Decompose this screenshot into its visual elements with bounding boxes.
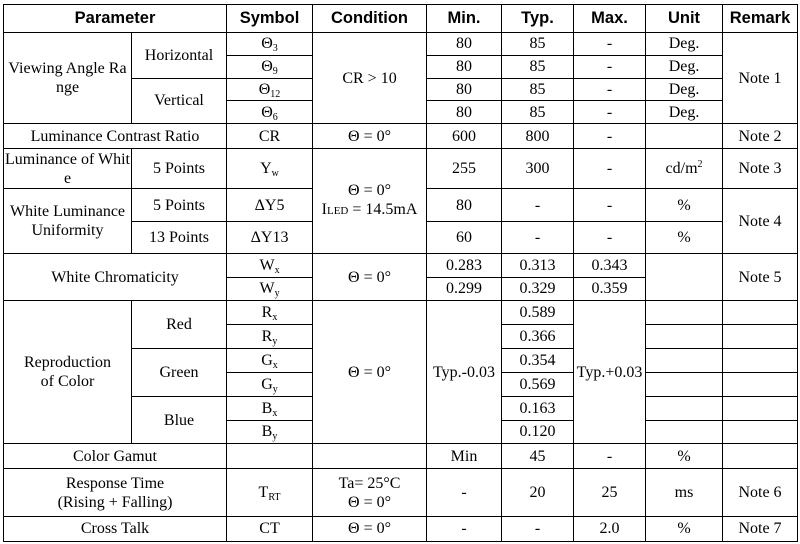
min-cell: 255 — [427, 149, 502, 189]
max-cell: - — [574, 221, 646, 253]
reproduction-parameter: Reproduction of Color — [4, 301, 132, 444]
unit-cell: % — [646, 444, 723, 469]
typ-cell: 0.589 — [502, 301, 574, 325]
typ-cell: 45 — [502, 444, 574, 469]
viewing-angle-vertical: Vertical — [132, 78, 227, 124]
min-cell: 80 — [427, 55, 502, 78]
symbol-cell: $B_x$ — [227, 396, 313, 420]
unit-cell: Deg. — [646, 55, 723, 78]
typ-cell: 20 — [502, 469, 574, 517]
symbol-cell: CT — [227, 516, 313, 541]
table-row — [4, 32, 798, 55]
specification-table — [3, 4, 798, 542]
max-cell: 2.0 — [574, 516, 646, 541]
remark-cell — [723, 349, 798, 373]
unit-cell — [646, 124, 723, 149]
unit-cell — [646, 372, 723, 396]
symbol-cell: $\Theta_9$ — [227, 55, 313, 78]
table-row — [4, 253, 798, 277]
remark-cell: Note 6 — [723, 469, 798, 517]
table-row — [4, 149, 798, 189]
header-remark: Remark — [723, 5, 798, 33]
symbol-cell — [227, 444, 313, 469]
condition-cell: Ta= 25°C Θ = 0° — [313, 469, 427, 517]
symbol-cell: $B_y$ — [227, 420, 313, 444]
table-row — [4, 444, 798, 469]
unit-cell: % — [646, 221, 723, 253]
luminance-white-parameter: Luminance of White — [4, 149, 132, 189]
max-cell: - — [574, 124, 646, 149]
uniformity-remark: Note 4 — [723, 189, 798, 253]
unit-cell: % — [646, 189, 723, 221]
crosstalk-parameter: Cross Talk — [4, 516, 227, 541]
unit-cell: % — [646, 516, 723, 541]
remark-cell — [723, 420, 798, 444]
uniformity-subparam: 13 Points — [132, 221, 227, 253]
min-cell: 80 — [427, 189, 502, 221]
shared-condition-line2: ILED = 14.5mA — [321, 200, 418, 218]
min-cell: 600 — [427, 124, 502, 149]
max-cell: - — [574, 149, 646, 189]
typ-cell: 85 — [502, 32, 574, 55]
typ-cell: 0.569 — [502, 372, 574, 396]
max-cell: 0.359 — [574, 277, 646, 301]
contrast-parameter: Luminance Contrast Ratio — [4, 124, 227, 149]
min-cell: - — [427, 516, 502, 541]
symbol-cell: $G_x$ — [227, 349, 313, 373]
symbol-cell: $R_y$ — [227, 325, 313, 349]
reproduction-color-blue: Blue — [132, 396, 227, 444]
typ-cell: 300 — [502, 149, 574, 189]
uniformity-parameter: White Luminance Uniformity — [4, 189, 132, 253]
typ-cell: 0.329 — [502, 277, 574, 301]
max-cell: - — [574, 101, 646, 124]
unit-cell: Deg. — [646, 101, 723, 124]
remark-cell — [723, 396, 798, 420]
reproduction-min: Typ.-0.03 — [427, 301, 502, 444]
typ-cell: 85 — [502, 78, 574, 101]
symbol-cell: ΔY13 — [227, 221, 313, 253]
header-symbol: Symbol — [227, 5, 313, 33]
symbol-cell: CR — [227, 124, 313, 149]
remark-cell: Note 2 — [723, 124, 798, 149]
unit-cell — [646, 349, 723, 373]
header-typ: Typ. — [502, 5, 574, 33]
unit-cell: Deg. — [646, 78, 723, 101]
typ-cell: 0.313 — [502, 253, 574, 277]
typ-cell: 800 — [502, 124, 574, 149]
header-min: Min. — [427, 5, 502, 33]
symbol-cell: $\Theta_6$ — [227, 101, 313, 124]
remark-cell: Note 3 — [723, 149, 798, 189]
max-cell: - — [574, 55, 646, 78]
uniformity-subparam: 5 Points — [132, 189, 227, 221]
table-row — [4, 469, 798, 517]
unit-cell — [646, 420, 723, 444]
unit-cell: ms — [646, 469, 723, 517]
header-parameter: Parameter — [4, 5, 227, 33]
symbol-cell: $W_x$ — [227, 253, 313, 277]
chromaticity-remark: Note 5 — [723, 253, 798, 301]
typ-cell: - — [502, 516, 574, 541]
unit-cell: $cd/m^2$ — [646, 149, 723, 189]
condition-cell: Θ = 0° — [313, 516, 427, 541]
typ-cell: - — [502, 221, 574, 253]
symbol-cell: ΔY5 — [227, 189, 313, 221]
shared-condition-cell — [313, 149, 427, 254]
symbol-cell: $Y_w$ — [227, 149, 313, 189]
min-cell: Min — [427, 444, 502, 469]
response-parameter: Response Time (Rising + Falling) — [4, 469, 227, 517]
header-row — [4, 5, 798, 33]
min-cell: 0.299 — [427, 277, 502, 301]
reproduction-condition: Θ = 0° — [313, 301, 427, 444]
symbol-cell: $\Theta_3$ — [227, 32, 313, 55]
typ-cell: 0.120 — [502, 420, 574, 444]
typ-cell: 0.366 — [502, 325, 574, 349]
max-cell: - — [574, 189, 646, 221]
remark-cell — [723, 444, 798, 469]
symbol-cell: $T_{RT}$ — [227, 469, 313, 517]
symbol-cell: $R_x$ — [227, 301, 313, 325]
reproduction-color-green: Green — [132, 349, 227, 397]
header-max: Max. — [574, 5, 646, 33]
table-row — [4, 124, 798, 149]
remark-cell: Note 7 — [723, 516, 798, 541]
reproduction-max: Typ.+0.03 — [574, 301, 646, 444]
min-cell: 80 — [427, 78, 502, 101]
remark-cell — [723, 372, 798, 396]
remark-cell — [723, 301, 798, 325]
gamut-parameter: Color Gamut — [4, 444, 227, 469]
viewing-angle-parameter: Viewing Angle Range — [4, 32, 132, 123]
unit-cell — [646, 325, 723, 349]
typ-cell: 85 — [502, 55, 574, 78]
min-cell: 60 — [427, 221, 502, 253]
chromaticity-parameter: White Chromaticity — [4, 253, 227, 301]
max-cell: 0.343 — [574, 253, 646, 277]
typ-cell: 0.163 — [502, 396, 574, 420]
symbol-cell: $\Theta_{12}$ — [227, 78, 313, 101]
shared-condition-line1: Θ = 0° — [348, 181, 391, 199]
typ-cell: - — [502, 189, 574, 221]
reproduction-color-red: Red — [132, 301, 227, 349]
unit-cell — [646, 253, 723, 301]
max-cell: - — [574, 78, 646, 101]
min-cell: 80 — [427, 32, 502, 55]
table-row — [4, 516, 798, 541]
viewing-angle-remark: Note 1 — [723, 32, 798, 123]
header-unit: Unit — [646, 5, 723, 33]
remark-cell — [723, 325, 798, 349]
header-condition: Condition — [313, 5, 427, 33]
unit-cell — [646, 301, 723, 325]
unit-cell: Deg. — [646, 32, 723, 55]
max-cell: - — [574, 32, 646, 55]
viewing-angle-condition: CR > 10 — [313, 32, 427, 123]
max-cell: - — [574, 444, 646, 469]
typ-cell: 85 — [502, 101, 574, 124]
unit-cell — [646, 396, 723, 420]
symbol-cell: $G_y$ — [227, 372, 313, 396]
chromaticity-condition: Θ = 0° — [313, 253, 427, 301]
condition-cell: Θ = 0° — [313, 124, 427, 149]
symbol-cell: $W_y$ — [227, 277, 313, 301]
viewing-angle-horizontal: Horizontal — [132, 32, 227, 78]
luminance-white-subparam: 5 Points — [132, 149, 227, 189]
typ-cell: 0.354 — [502, 349, 574, 373]
max-cell: 25 — [574, 469, 646, 517]
min-cell: 0.283 — [427, 253, 502, 277]
min-cell: - — [427, 469, 502, 517]
min-cell: 80 — [427, 101, 502, 124]
table-row — [4, 301, 798, 325]
condition-cell — [313, 444, 427, 469]
